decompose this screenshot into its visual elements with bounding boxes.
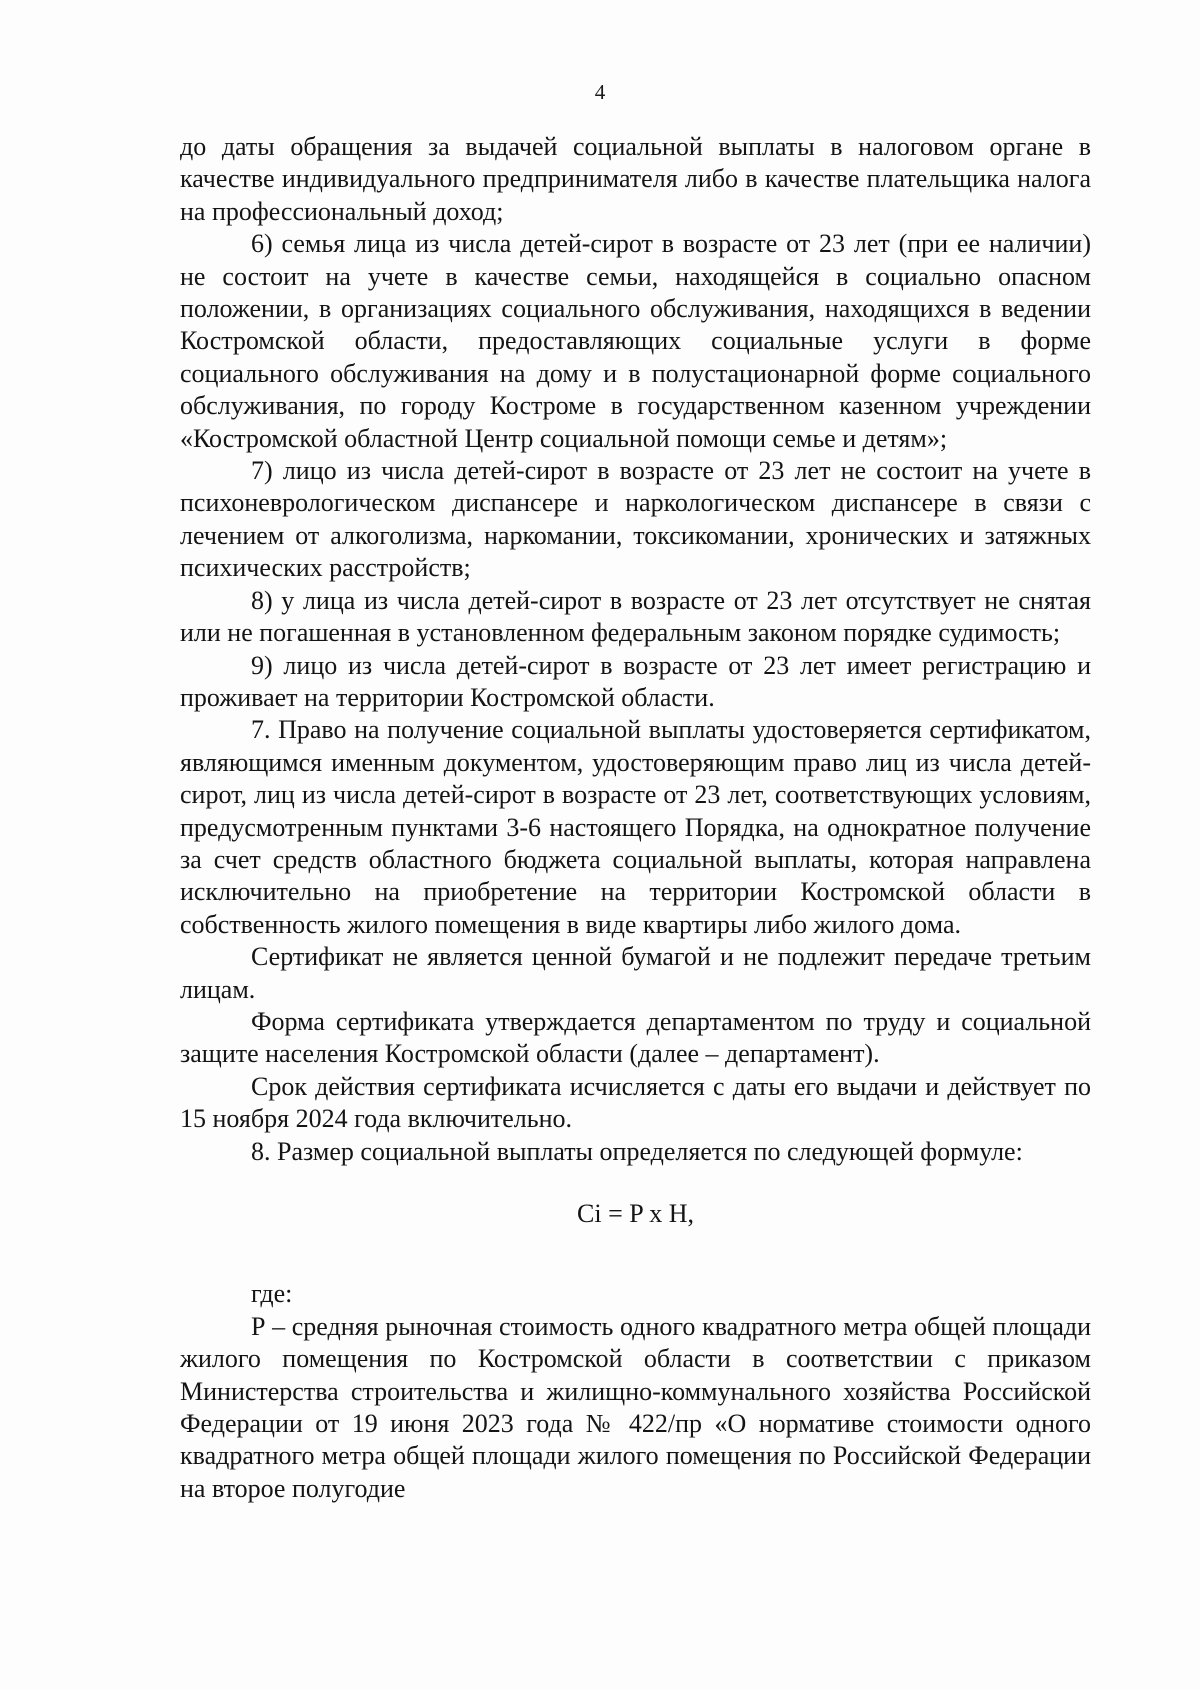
document-body — [180, 131, 1091, 1505]
paragraph-section-8: 8. Размер социальной выплаты определяется по следующей формуле: — [251, 1136, 1023, 1166]
paragraph-section-7: 7. Право на получение социальной выплаты удостоверяется сертификатом, являющимся именным документом, удостоверяющим право лиц из числа детей-сирот, лиц из числа детей-сирот в возрасте от 23 лет, соответствующих условиям, предусмотренным пунктами 3-6 настоящего Порядка, на однократное получение за счет средств областного бюджета социальной выплаты, которая направлена исключительно на приобретение на территории Костромской области в собственность жилого помещения в виде квартиры либо жилого дома. — [180, 715, 1091, 939]
paragraph-certificate-not-security: Сертификат не является ценной бумагой и не подлежит передаче третьим лицам. — [180, 942, 1091, 1004]
paragraph-item-6: 6) семья лица из числа детей-сирот в возрасте от 23 лет (при ее наличии) не состоит на учете в качестве семьи, находящейся в социально опасном положении, в организациях социального обслуживания, находящихся в ведении Костромской области, предоставляющих социальные услуги в форме социального обслуживания на дому и в полустационарной форме социального обслуживания, по городу Костроме в государственном казенном учреждении «Костромской областной Центр социальной помощи семье и детям»; — [180, 229, 1091, 453]
formula: Ci = P x H, — [577, 1199, 694, 1228]
paragraph-certificate-validity: Срок действия сертификата исчисляется с даты его выдачи и действует по 15 ноября 2024 года включительно. — [180, 1071, 1091, 1134]
where-label: где: — [251, 1279, 293, 1309]
definition-p: Р – средняя рыночная стоимость одного квадратного метра общей площади жилого помещения по Костромской области в соответствии с приказом Министерства строительства и жилищно-коммунального хозяйства Российской Федерации от 19 июня 2023 года № 422/пр «О нормативе стоимости одного квадратного метра общей площади жилого помещения по Российской Федерации на второе полугодие — [180, 1311, 1091, 1503]
paragraph-certificate-form: Форма сертификата утверждается департаментом по труду и социальной защите населения Костромской области (далее – департамент). — [180, 1006, 1091, 1069]
paragraph-item-8: 8) у лица из числа детей-сирот в возрасте от 23 лет отсутствует не снятая или не погашенная в установленном федеральным законом порядке судимость; — [180, 585, 1091, 648]
page-number: 4 — [594, 80, 606, 104]
paragraph-continuation: до даты обращения за выдачей социальной выплаты в налоговом органе в качестве индивидуального предпринимателя либо в качестве плательщика налога на профессиональный доход; — [180, 132, 1091, 226]
paragraph-item-7: 7) лицо из числа детей-сирот в возрасте от 23 лет не состоит на учете в психоневрологическом диспансере и наркологическом диспансере в связи с лечением от алкоголизма, наркомании, токсикомании, хронических и затяжных психических расстройств; — [180, 456, 1091, 583]
paragraph-item-9: 9) лицо из числа детей-сирот в возрасте от 23 лет имеет регистрацию и проживает на территории Костромской области. — [180, 650, 1091, 712]
